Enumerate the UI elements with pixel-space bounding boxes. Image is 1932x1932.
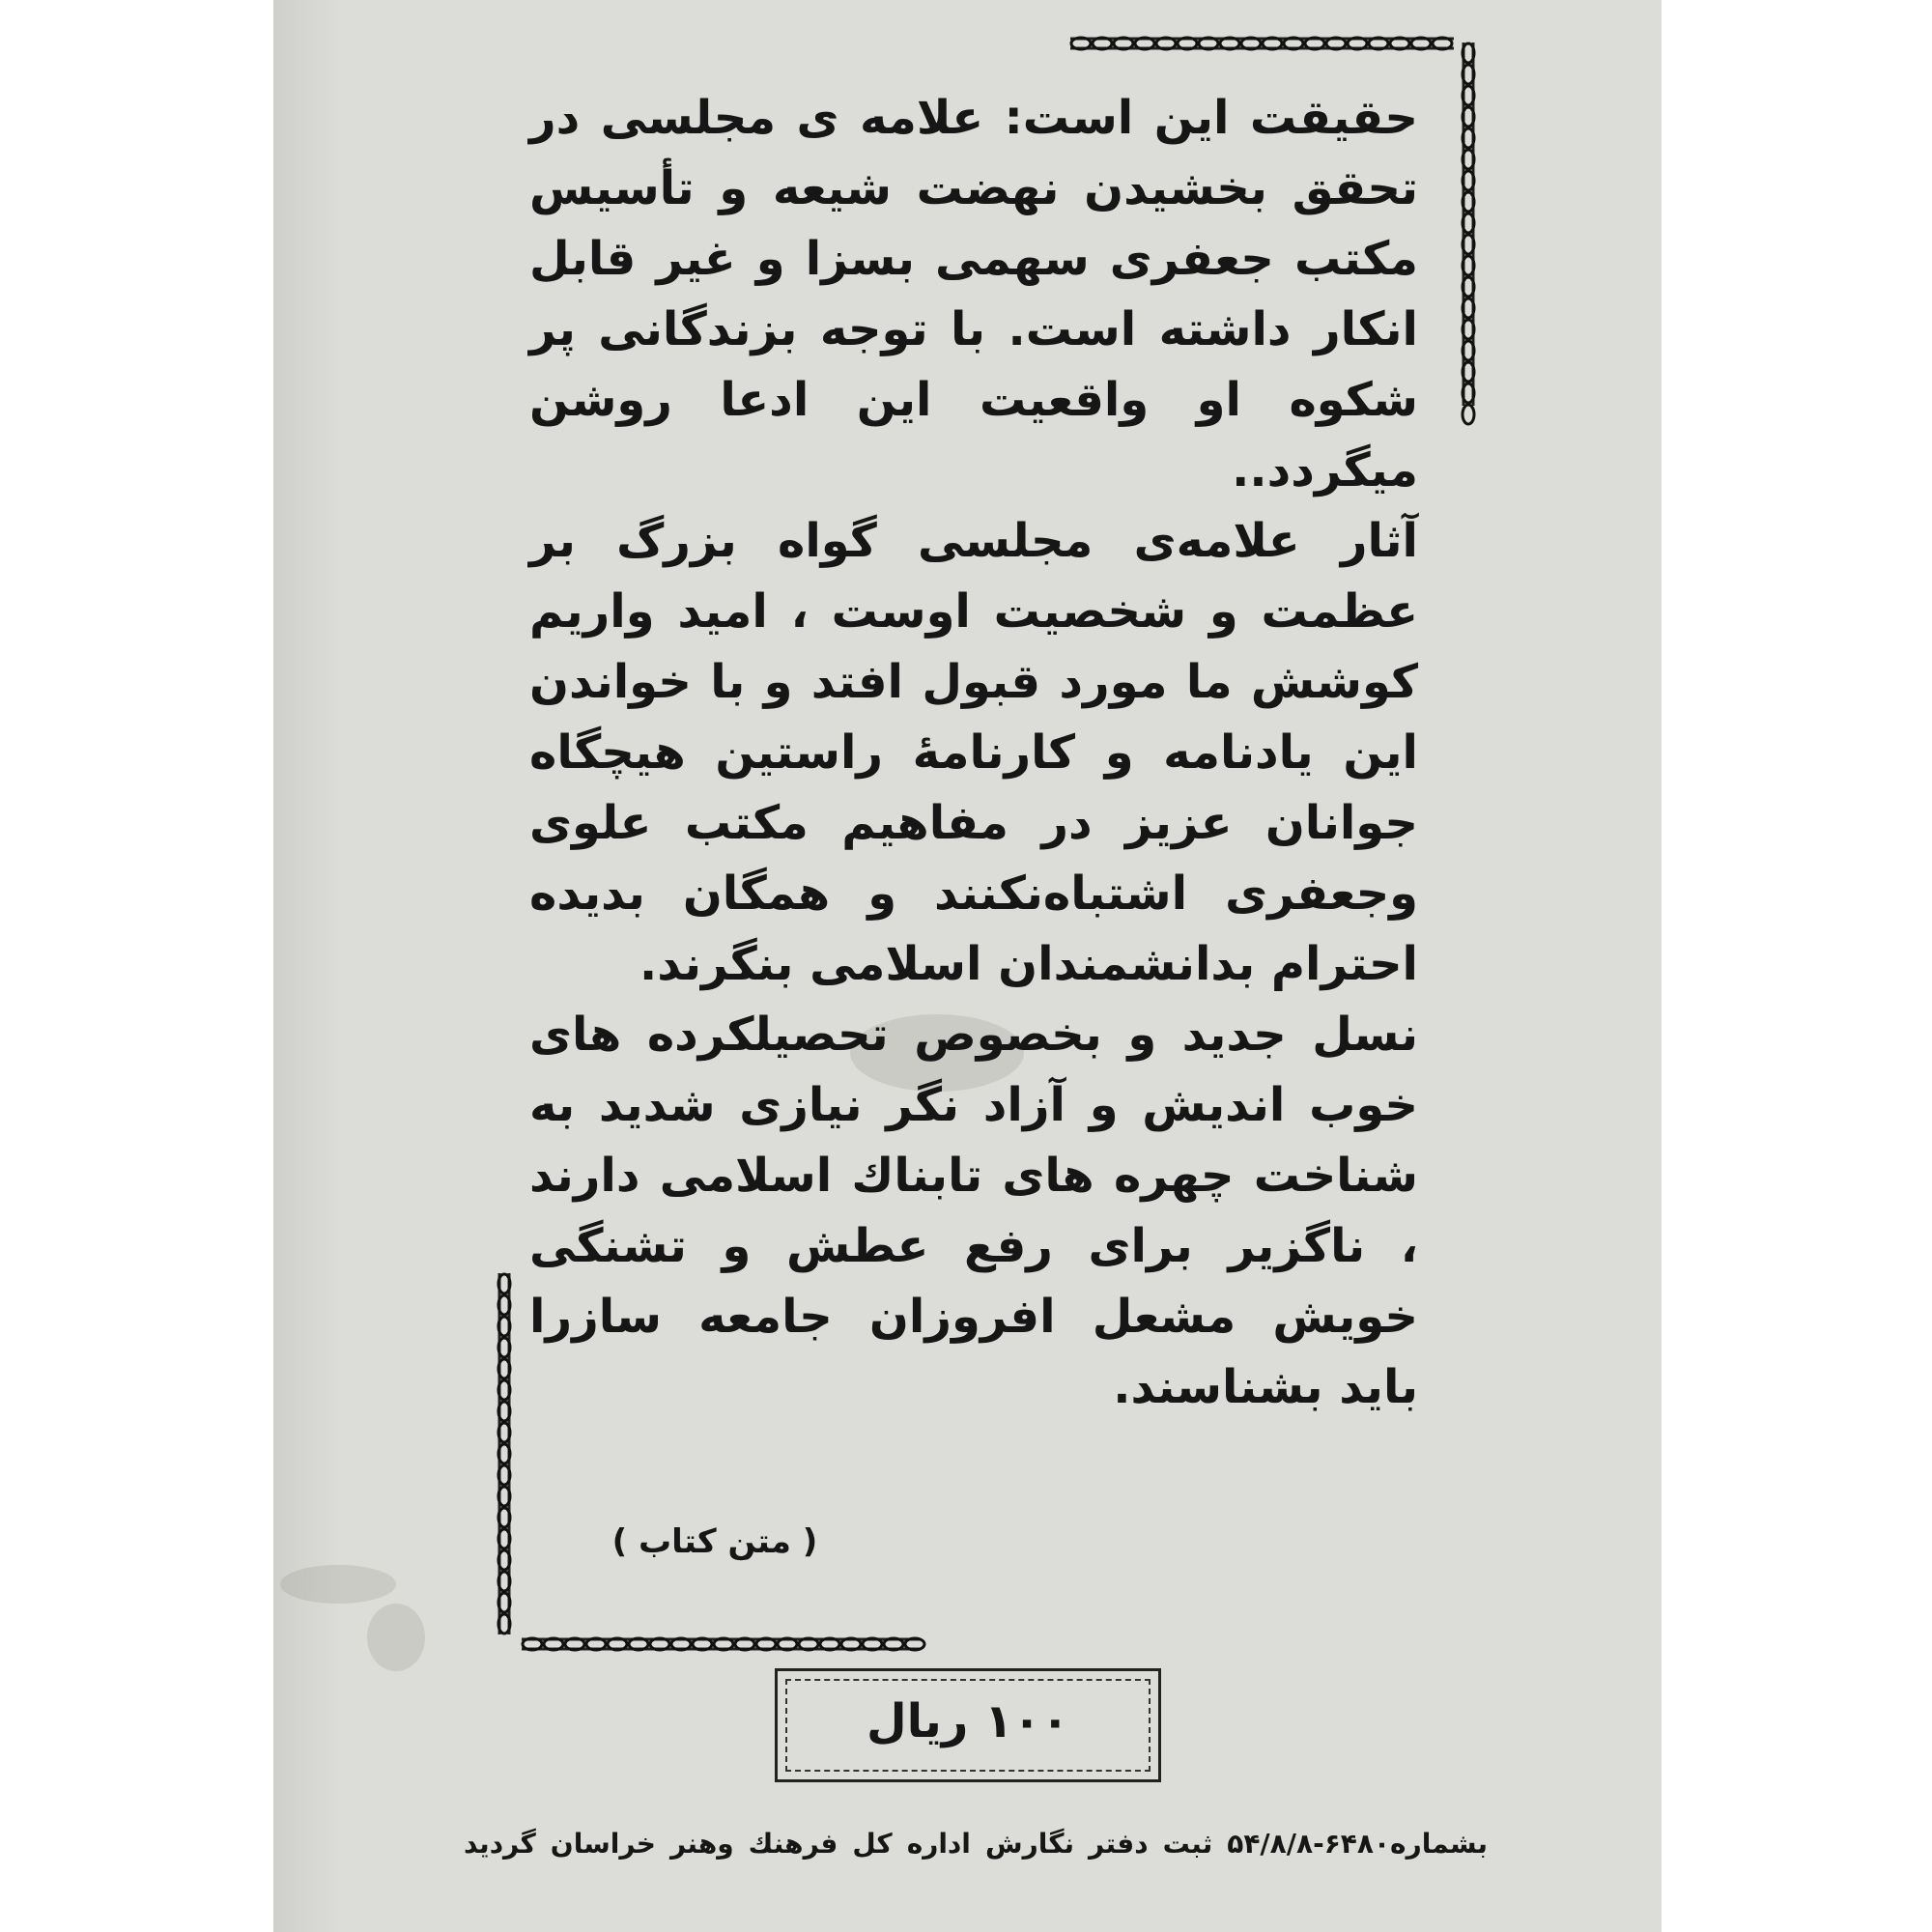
paragraph-3: نسل جدید و بخصوص تحصیلکرده های خوب اندیش و آزاد نگر نیازی شدید به شناخت چهره های تابناك اسلامی دارند ، ناگزیر برای رفع عطش و تشنگی خویش مشعل افروزان جامعه سازرا باید بشناسند. — [529, 1008, 1418, 1414]
price-label: ۱۰۰ ریال — [867, 1694, 1069, 1748]
attribution: ( متن کتاب ) — [611, 1522, 818, 1561]
paragraph-2: آثار علامه‌ی مجلسی گواه بزرگ بر عظمت و شخصیت اوست ، امید واریم کوشش ما مورد قبول افتد و با خواندن این یادنامه و کارنامهٔ راستین هیچگاه جوانان عزیز در مفاهیم مکتب علوی وجعفری اشتباه‌نکنند و همگان بدیده احترام بدانشمندان اسلامی بنگرند. — [529, 514, 1418, 991]
paragraph-1: حقیقت این است: علامه ی مجلسی در تحقق بخشیدن نهضت شیعه و تأسیس مکتب جعفری سهمی بسزا و غیر قابل انکار داشته است. با توجه بزندگانی پر شکوه او واقعیت این ادعا روشن میگردد.. — [529, 91, 1418, 497]
body-text — [529, 83, 1418, 1423]
price-box — [775, 1668, 1161, 1782]
registration-note: بشماره۶۴۸۰-۵۴/۸/۸ ثبت دفتر نگارش اداره کل فرهنك وهنر خراسان گردید — [464, 1828, 1488, 1860]
